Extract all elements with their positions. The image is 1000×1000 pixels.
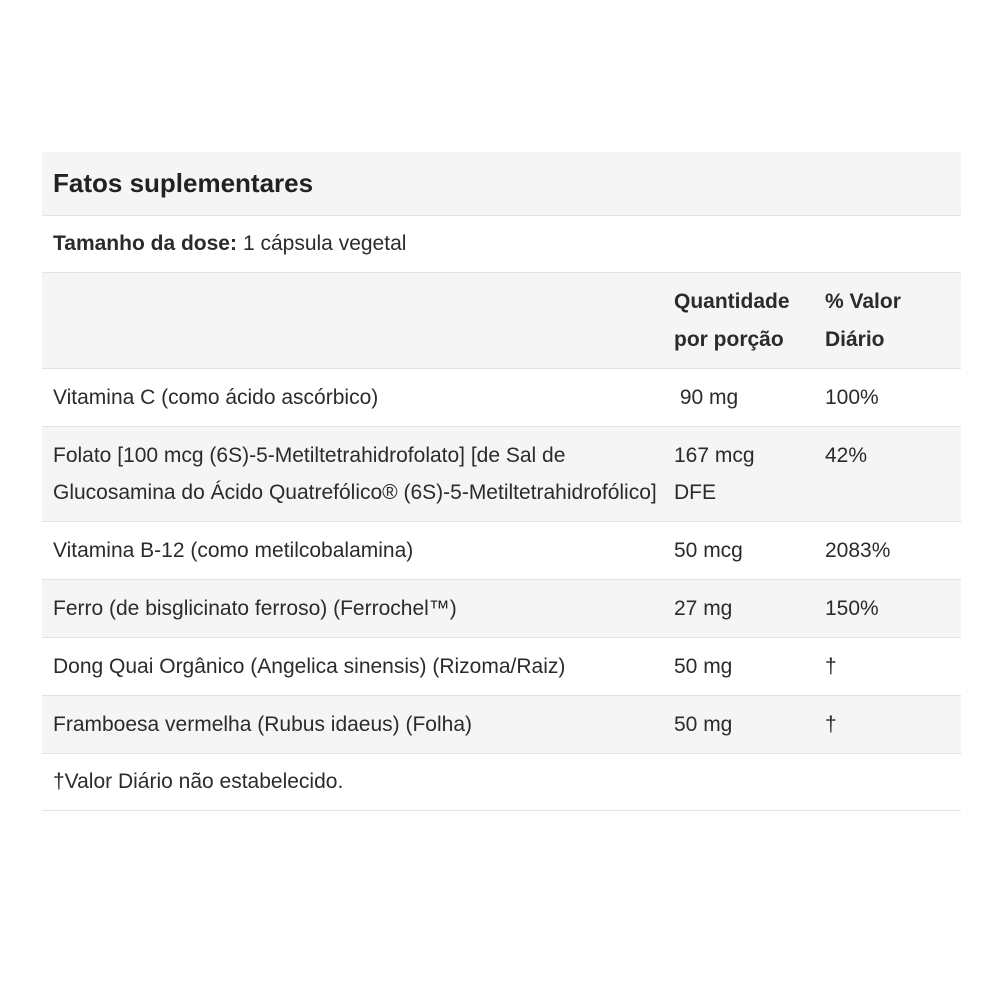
supplement-facts-panel — [42, 152, 961, 811]
nutrient-amount: 50 mg — [674, 713, 733, 736]
nutrient-name: Vitamina B-12 (como metilcobalamina) — [53, 539, 414, 562]
nutrient-name: Dong Quai Orgânico (Angelica sinensis) (Rizoma/Raiz) — [53, 655, 566, 678]
serving-size-label: Tamanho da dose: — [53, 232, 237, 255]
nutrient-amount: 50 mcg — [674, 539, 743, 562]
table-row — [42, 638, 961, 696]
footnote-text: †Valor Diário não estabelecido. — [53, 770, 344, 793]
header-amount-line2: por porção — [674, 327, 784, 351]
table-header-row — [42, 273, 961, 369]
nutrient-name: Ferro (de bisglicinato ferroso) (Ferrochel™) — [53, 597, 457, 620]
nutrient-daily-value: † — [825, 655, 837, 678]
nutrient-daily-value: † — [825, 713, 837, 736]
serving-size-value: 1 cápsula vegetal — [242, 232, 407, 255]
nutrient-daily-value: 2083% — [825, 539, 891, 562]
nutrient-amount: 27 mg — [674, 597, 733, 620]
table-row — [42, 522, 961, 580]
nutrient-amount: 90 mg — [674, 386, 739, 409]
header-amount-line1: Quantidade — [674, 289, 790, 313]
nutrient-daily-value: 100% — [825, 386, 879, 409]
header-amount-cell — [674, 283, 825, 359]
serving-size-row — [42, 216, 961, 273]
table-row — [42, 427, 961, 522]
header-dv-cell — [825, 283, 961, 359]
header-dv-line1: % Valor — [825, 289, 901, 313]
facts-title-row — [42, 152, 961, 216]
nutrient-daily-value: 150% — [825, 597, 879, 620]
nutrient-name: Vitamina C (como ácido ascórbico) — [53, 386, 379, 409]
header-dv-line2: Diário — [825, 327, 885, 351]
table-row — [42, 580, 961, 638]
nutrient-amount: 167 mcg DFE — [674, 444, 755, 504]
footnote-row — [42, 754, 961, 811]
nutrient-daily-value: 42% — [825, 444, 868, 467]
table-row — [42, 696, 961, 754]
nutrient-name: Folato [100 mcg (6S)-5-Metiltetrahidrofolato] [de Sal de Glucosamina do Ácido Quatrefólico® (6S)-5-Metiltetrahidrofólico] — [53, 444, 657, 504]
nutrient-amount: 50 mg — [674, 655, 733, 678]
table-row — [42, 369, 961, 427]
nutrient-name: Framboesa vermelha (Rubus idaeus) (Folha) — [53, 713, 473, 736]
facts-title: Fatos suplementares — [53, 168, 314, 198]
